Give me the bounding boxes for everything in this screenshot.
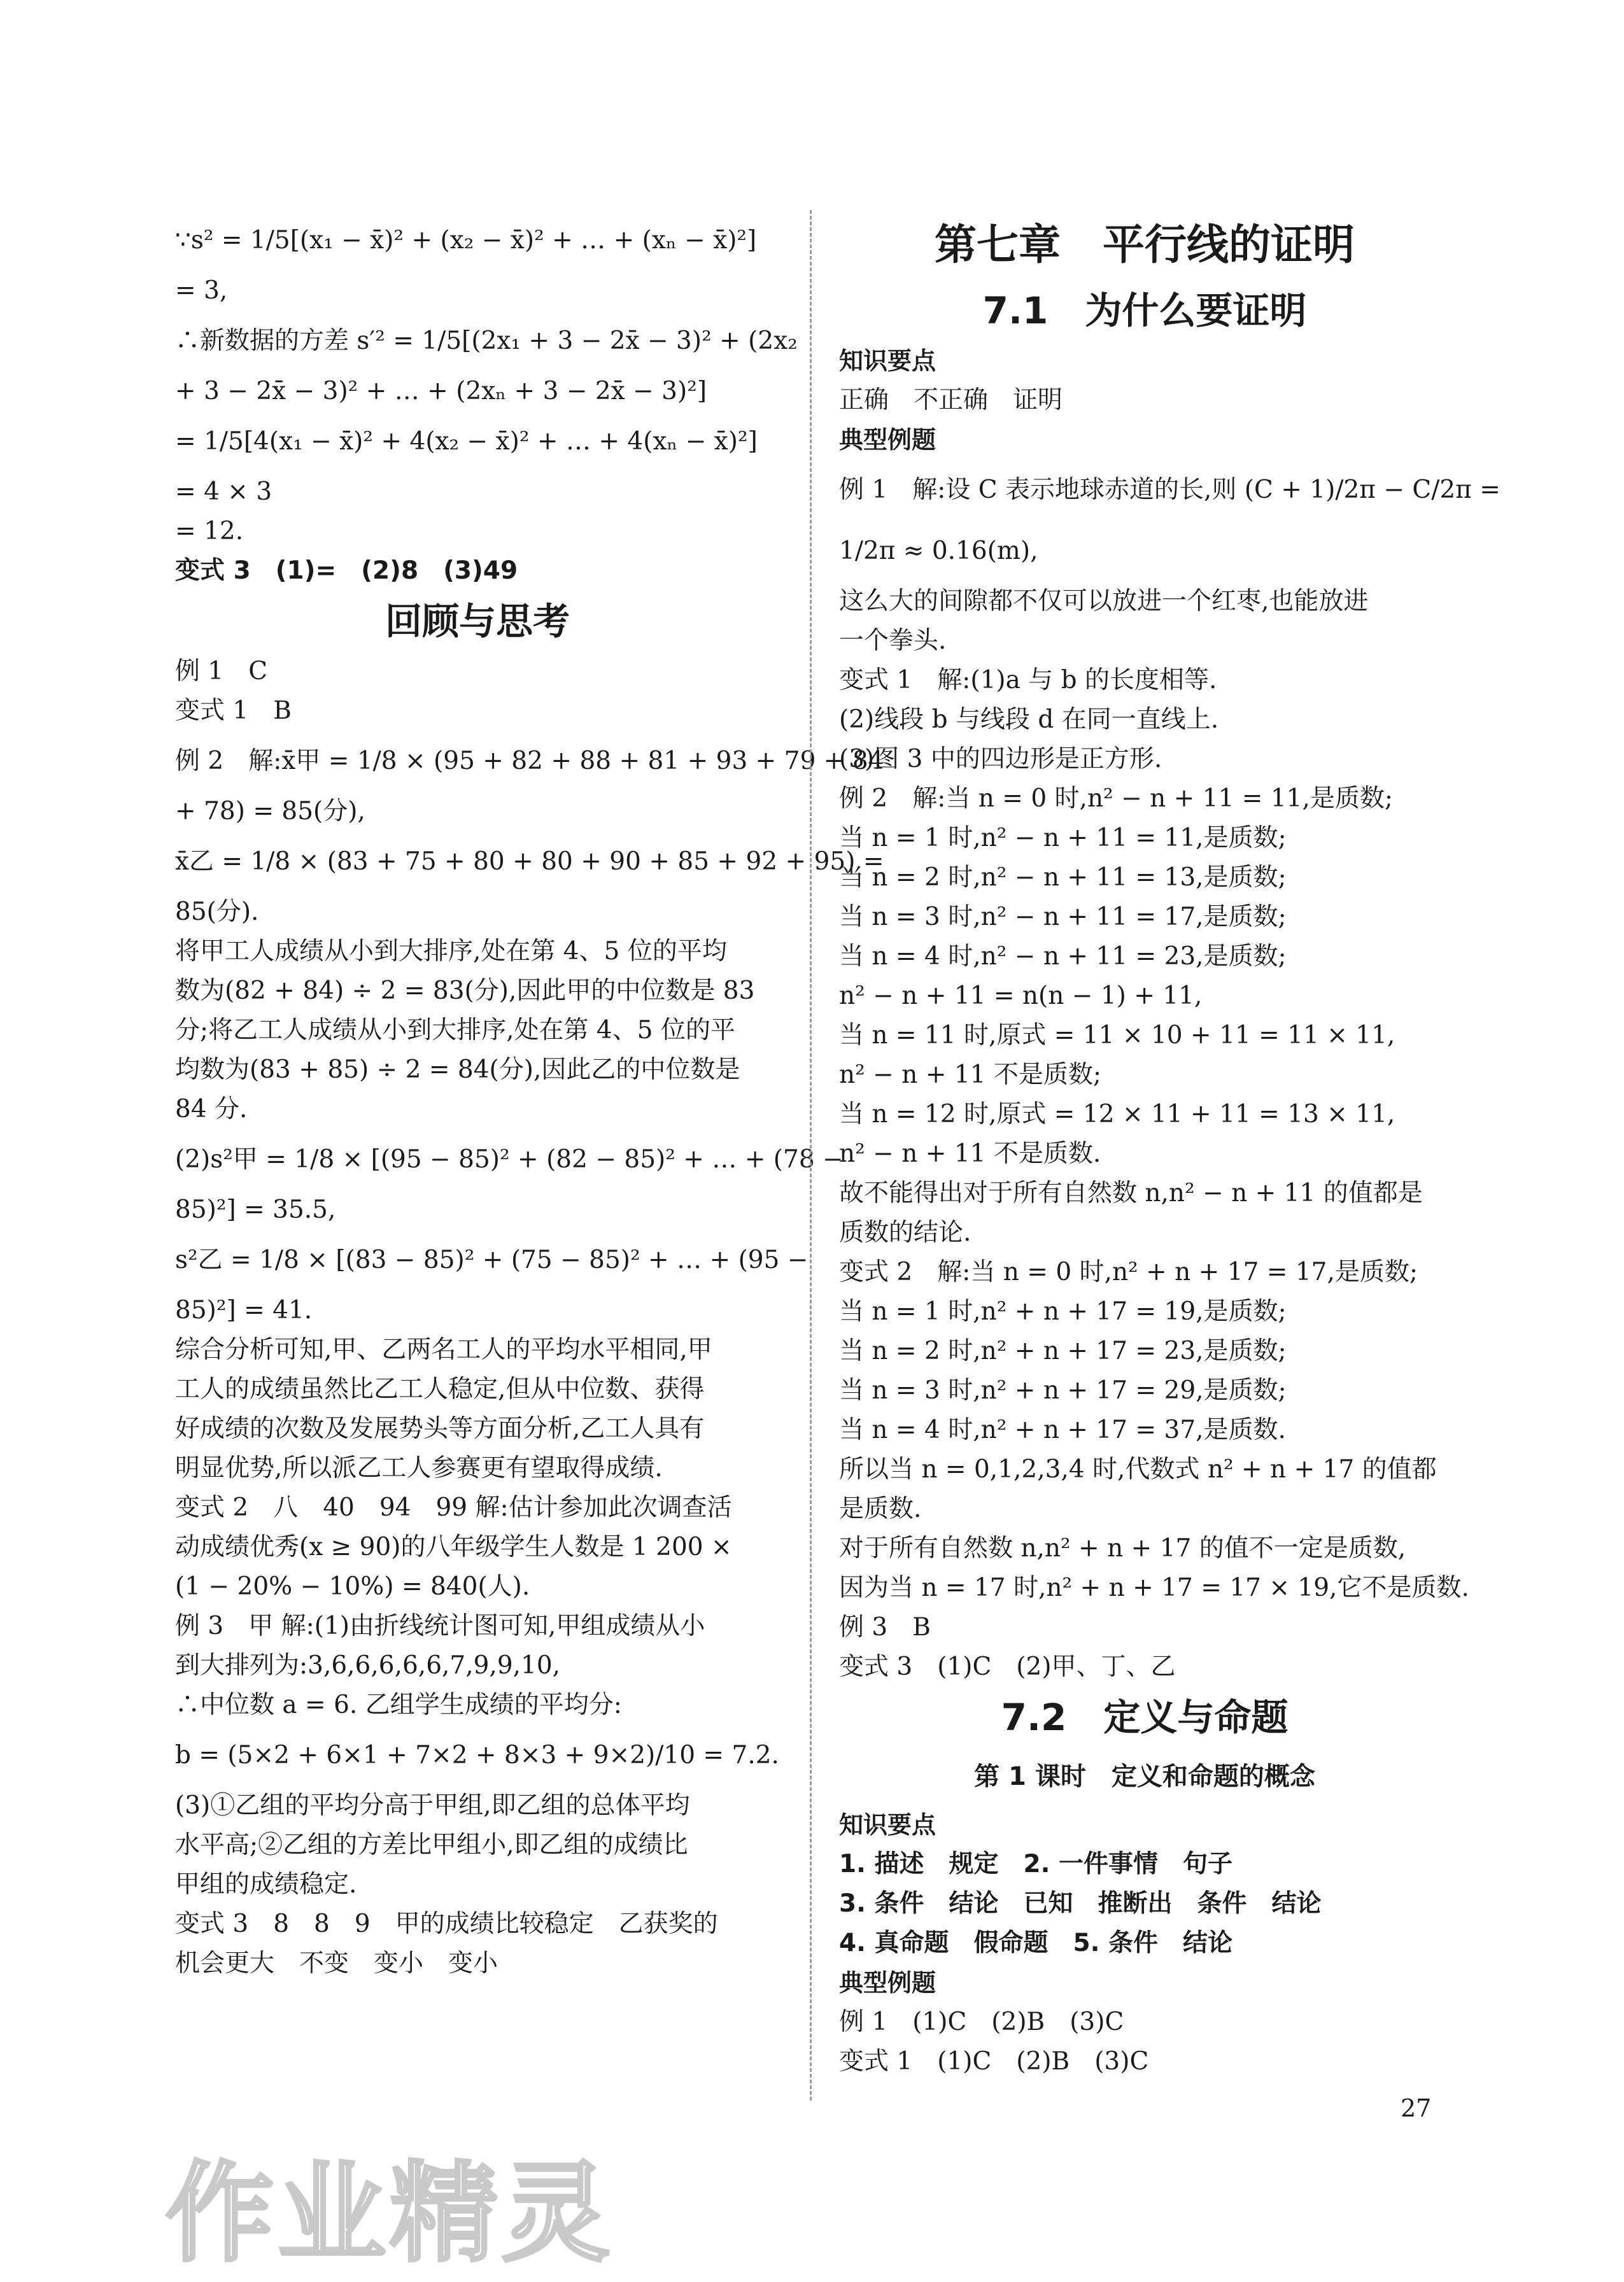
text-line: 分;将乙工人成绩从小到大排序,处在第 4、5 位的平 xyxy=(175,1016,735,1045)
text-line: 当 n = 11 时,原式 = 11 × 10 + 11 = 11 × 11, xyxy=(839,1021,1395,1050)
text-line: (3)图 3 中的四边形是正方形. xyxy=(839,745,1162,773)
text-line: 明显优势,所以派乙工人参赛更有望取得成绩. xyxy=(175,1454,663,1483)
text-line: 甲组的成绩稳定. xyxy=(175,1870,357,1899)
text-line: 变式 1 解:(1)a 与 b 的长度相等. xyxy=(839,666,1217,694)
lesson-title: 第 1 课时 定义和命题的概念 xyxy=(974,1762,1315,1791)
chapter-title: 第七章 平行线的证明 xyxy=(935,220,1355,269)
text-line: 例 2 解:x̄甲 = 1/8 × (95 + 82 + 88 + 81 + 93 + 79 + 84 xyxy=(175,747,884,775)
text-line: = 4 × 3 xyxy=(175,477,272,506)
text-line: + 3 − 2x̄ − 3)² + … + (2xₙ + 3 − 2x̄ − 3)²] xyxy=(175,377,707,405)
text-line: 当 n = 12 时,原式 = 12 × 11 + 11 = 13 × 11, xyxy=(839,1100,1395,1129)
text-line: 是质数. xyxy=(839,1495,922,1523)
label-knowledge-points: 知识要点 xyxy=(839,1811,936,1839)
text-line: = 12. xyxy=(175,517,244,546)
text-line: 3. 条件 结论 已知 推断出 条件 结论 xyxy=(839,1889,1322,1918)
text-line: 当 n = 4 时,n² + n + 17 = 37,是质数. xyxy=(839,1416,1286,1444)
text-line: = 1/5[4(x₁ − x̄)² + 4(x₂ − x̄)² + … + 4(xₙ − x̄)²] xyxy=(175,427,758,456)
text-line: 对于所有自然数 n,n² + n + 17 的值不一定是质数, xyxy=(839,1534,1406,1563)
text-line: x̄乙 = 1/8 × (83 + 75 + 80 + 80 + 90 + 85 + 92 + 95) = xyxy=(175,847,884,876)
heading-review: 回顾与思考 xyxy=(385,600,570,643)
text-line: 1. 描述 规定 2. 一件事情 句子 xyxy=(839,1850,1233,1878)
watermark-logo: 作业精灵 xyxy=(166,2151,614,2277)
right-column xyxy=(839,210,1500,2081)
text-line: 当 n = 4 时,n² − n + 11 = 23,是质数; xyxy=(839,942,1287,971)
text-line: 例 1 C xyxy=(175,657,268,686)
text-line: 机会更大 不变 变小 变小 xyxy=(175,1949,498,1978)
text-line: (2)线段 b 与线段 d 在同一直线上. xyxy=(839,705,1219,734)
text-line: 将甲工人成绩从小到大排序,处在第 4、5 位的平均 xyxy=(175,937,727,966)
text-line: 变式 3 (1)= (2)8 (3)49 xyxy=(175,556,518,585)
text-line: 正确 不正确 证明 xyxy=(839,386,1063,414)
text-line: 当 n = 2 时,n² − n + 11 = 13,是质数; xyxy=(839,863,1287,892)
text-line: 变式 1 B xyxy=(175,696,292,725)
text-line: 变式 3 (1)C (2)甲、丁、乙 xyxy=(839,1652,1176,1681)
text-line: 动成绩优秀(x ≥ 90)的八年级学生人数是 1 200 × xyxy=(175,1533,732,1561)
text-line: 当 n = 3 时,n² − n + 11 = 17,是质数; xyxy=(839,903,1287,931)
section-title-7-1: 7.1 为什么要证明 xyxy=(982,289,1307,332)
text-line: 例 2 解:当 n = 0 时,n² − n + 11 = 11,是质数; xyxy=(839,784,1394,813)
text-line: + 78) = 85(分), xyxy=(175,797,365,826)
text-line: 均数为(83 + 85) ÷ 2 = 84(分),因此乙的中位数是 xyxy=(175,1055,740,1084)
text-line: = 3, xyxy=(175,276,228,305)
text-line: 当 n = 2 时,n² + n + 17 = 23,是质数; xyxy=(839,1337,1287,1365)
text-line: 变式 3 8 8 9 甲的成绩比较稳定 乙获奖的 xyxy=(175,1910,718,1938)
right-block-1 xyxy=(839,460,1500,1687)
text-line: 因为当 n = 17 时,n² + n + 17 = 17 × 19,它不是质数. xyxy=(839,1574,1469,1602)
text-line: (1 − 20% − 10%) = 840(人). xyxy=(175,1572,530,1601)
text-line: 变式 2 八 40 94 99 解:估计参加此次调查活 xyxy=(175,1493,732,1522)
text-line: 好成绩的次数及发展势头等方面分析,乙工人具有 xyxy=(175,1414,705,1443)
text-line: 变式 1 (1)C (2)B (3)C xyxy=(839,2047,1149,2076)
text-line: 到大排列为:3,6,6,6,6,6,7,9,9,10, xyxy=(175,1651,561,1680)
label-typical-examples: 典型例题 xyxy=(839,1969,936,1997)
text-line: 例 1 解:设 C 表示地球赤道的长,则 (C + 1)/2π − C/2π = xyxy=(839,475,1500,504)
text-line: (2)s²甲 = 1/8 × [(95 − 85)² + (82 − 85)² + … + (78 − xyxy=(175,1145,844,1174)
text-line: 当 n = 1 时,n² − n + 11 = 11,是质数; xyxy=(839,824,1287,852)
text-line: 例 3 甲 解:(1)由折线统计图可知,甲组成绩从小 xyxy=(175,1612,705,1640)
left-block-1 xyxy=(175,210,798,591)
text-line: s²乙 = 1/8 × [(83 − 85)² + (75 − 85)² + … + (95 − xyxy=(175,1246,808,1274)
text-line: 这么大的间隙都不仅可以放进一个红枣,也能放进 xyxy=(839,587,1369,616)
text-line: 84 分. xyxy=(175,1095,248,1123)
text-line: n² − n + 11 不是质数; xyxy=(839,1060,1101,1089)
text-line: b = (5×2 + 6×1 + 7×2 + 8×3 + 9×2)/10 = 7.2. xyxy=(175,1741,779,1770)
text-line: 一个拳头. xyxy=(839,626,947,655)
text-line: 当 n = 1 时,n² + n + 17 = 19,是质数; xyxy=(839,1297,1287,1326)
text-line: 例 1 (1)C (2)B (3)C xyxy=(839,2008,1124,2036)
text-line: 4. 真命题 假命题 5. 条件 结论 xyxy=(839,1929,1233,1957)
text-line: 例 3 B xyxy=(839,1613,931,1642)
text-line: 1/2π ≈ 0.16(m), xyxy=(839,537,1038,565)
text-line: 工人的成绩虽然比乙工人稳定,但从中位数、获得 xyxy=(175,1375,705,1404)
text-line: (3)①乙组的平均分高于甲组,即乙组的总体平均 xyxy=(175,1791,690,1820)
column-divider xyxy=(810,210,812,2101)
text-line: 质数的结论. xyxy=(839,1218,971,1247)
label-knowledge-points: 知识要点 xyxy=(839,347,936,375)
text-line: 所以当 n = 0,1,2,3,4 时,代数式 n² + n + 17 的值都 xyxy=(839,1455,1437,1484)
text-line: n² − n + 11 = n(n − 1) + 11, xyxy=(839,982,1203,1010)
text-line: 综合分析可知,甲、乙两名工人的平均水平相同,甲 xyxy=(175,1335,712,1364)
section-title-7-2: 7.2 定义与命题 xyxy=(1001,1696,1289,1739)
text-line: ∴中位数 a = 6. 乙组学生成绩的平均分: xyxy=(175,1691,622,1719)
label-typical-examples: 典型例题 xyxy=(839,426,936,454)
text-line: 85(分). xyxy=(175,898,259,926)
text-line: ∴新数据的方差 s′² = 1/5[(2x₁ + 3 − 2x̄ − 3)² + (2x₂ xyxy=(175,327,798,355)
text-line: 数为(82 + 84) ÷ 2 = 83(分),因此甲的中位数是 83 xyxy=(175,976,755,1005)
text-line: 85)²] = 41. xyxy=(175,1296,313,1325)
text-line: n² − n + 11 不是质数. xyxy=(839,1139,1101,1168)
text-line: 85)²] = 35.5, xyxy=(175,1195,336,1224)
text-line: 当 n = 3 时,n² + n + 17 = 29,是质数; xyxy=(839,1376,1287,1405)
page-number: 27 xyxy=(1401,2094,1432,2122)
text-line: ∵s² = 1/5[(x₁ − x̄)² + (x₂ − x̄)² + … + (xₙ − x̄)²] xyxy=(175,226,757,255)
text-line: 水平高;②乙组的方差比甲组小,即乙组的成绩比 xyxy=(175,1831,688,1859)
text-line: 变式 2 解:当 n = 0 时,n² + n + 17 = 17,是质数; xyxy=(839,1258,1418,1286)
text-line: 故不能得出对于所有自然数 n,n² − n + 11 的值都是 xyxy=(839,1179,1423,1208)
